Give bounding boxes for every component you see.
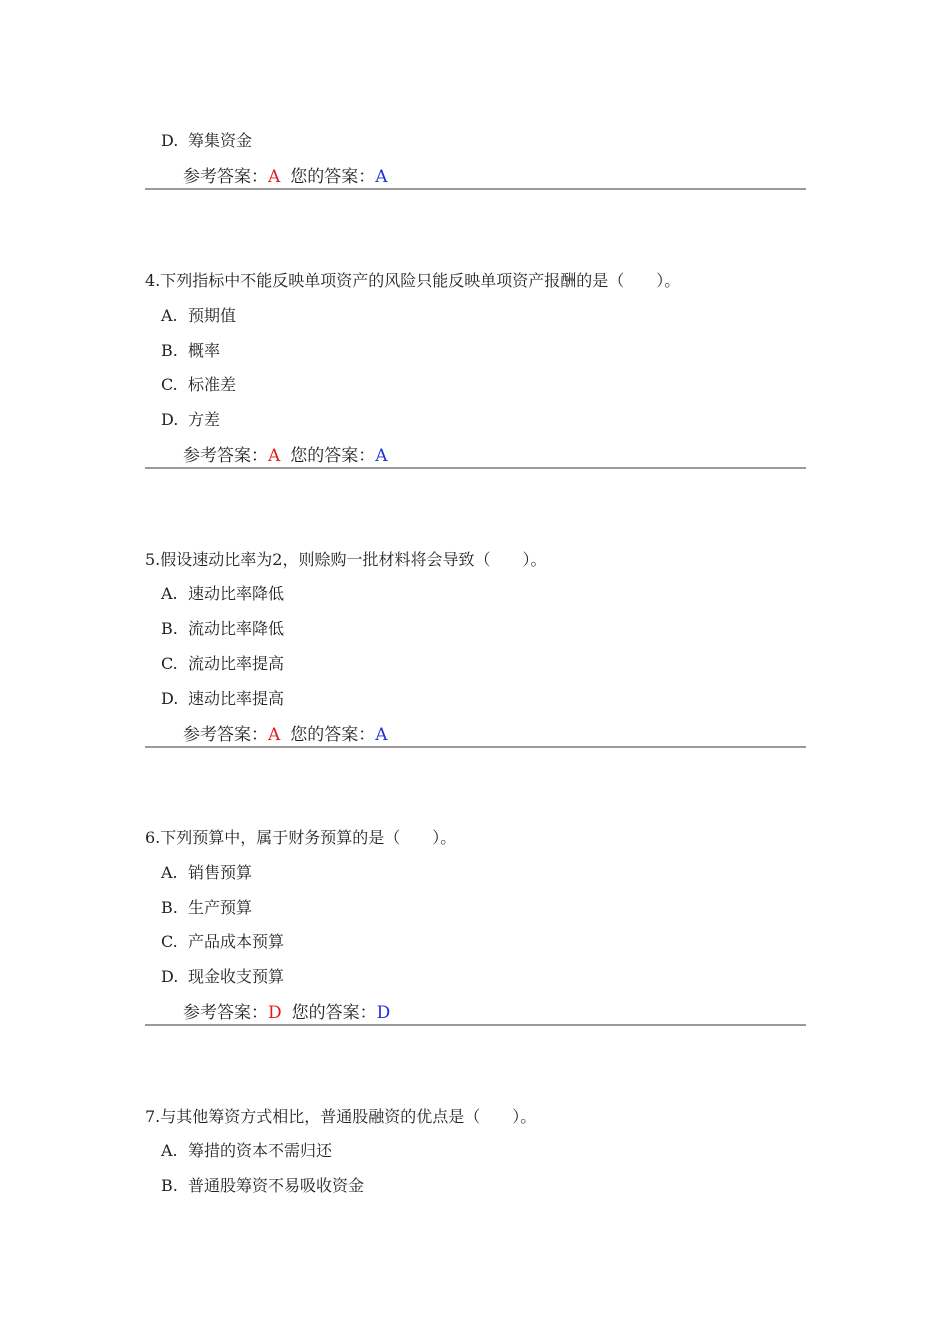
option-letter: B. <box>161 341 178 360</box>
your-answer-label: 您的答案： <box>290 167 376 187</box>
option-text: 预期值 <box>188 306 237 325</box>
option-letter: C. <box>161 375 178 394</box>
q4-title: 4.下列指标中不能反映单项资产的风险只能反映单项资产报酬的是（ ）。 <box>145 271 681 290</box>
q5-option-b <box>161 619 284 639</box>
q6-option-d <box>161 967 284 987</box>
option-text: 筹集资金 <box>188 131 253 150</box>
option-text: 标准差 <box>188 375 237 394</box>
option-letter: B. <box>161 898 178 917</box>
q4-option-c <box>161 375 236 395</box>
reference-answer-value: D <box>268 1003 282 1023</box>
option-text: 速动比率提高 <box>188 689 285 708</box>
q6-answer-line <box>183 1002 390 1024</box>
q6-option-c <box>161 932 284 952</box>
option-letter: D. <box>161 131 179 150</box>
option-text: 现金收支预算 <box>188 967 285 986</box>
reference-answer-label: 参考答案： <box>183 1003 268 1023</box>
option-text: 筹措的资本不需归还 <box>188 1141 333 1160</box>
q5-divider <box>145 746 806 748</box>
your-answer-label: 您的答案： <box>291 1003 377 1023</box>
q4-option-a <box>161 306 236 326</box>
your-answer-value: A <box>375 725 388 745</box>
option-letter: B. <box>161 1176 178 1195</box>
q5-option-a <box>161 584 284 604</box>
q3-answer-line <box>183 166 388 188</box>
q6-option-b <box>161 898 252 918</box>
q5-answer-line <box>183 724 388 746</box>
q5-option-d <box>161 689 284 709</box>
option-text: 生产预算 <box>188 898 253 917</box>
q5-title: 5.假设速动比率为2，则赊购一批材料将会导致（ ）。 <box>145 550 547 569</box>
reference-answer-label: 参考答案： <box>183 725 268 745</box>
option-letter: C. <box>161 932 178 951</box>
option-text: 流动比率提高 <box>188 654 285 673</box>
q4-answer-line <box>183 445 388 467</box>
q3-option-d <box>161 131 252 151</box>
option-letter: D. <box>161 410 179 429</box>
q6-title: 6.下列预算中，属于财务预算的是（ ）。 <box>145 828 457 847</box>
option-text: 方差 <box>188 410 221 429</box>
option-letter: C. <box>161 654 178 673</box>
reference-answer-value: A <box>268 725 281 745</box>
option-text: 速动比率降低 <box>188 584 285 603</box>
q4-option-b <box>161 341 220 361</box>
your-answer-label: 您的答案： <box>290 446 376 466</box>
reference-answer-value: A <box>268 167 281 187</box>
option-letter: D. <box>161 967 179 986</box>
your-answer-value: A <box>375 446 388 466</box>
option-letter: A. <box>161 584 178 603</box>
q7-title: 7.与其他筹资方式相比，普通股融资的优点是（ ）。 <box>145 1107 537 1126</box>
your-answer-label: 您的答案： <box>290 725 376 745</box>
q7-option-b <box>161 1176 364 1196</box>
your-answer-value: D <box>376 1003 391 1023</box>
option-text: 销售预算 <box>188 863 253 882</box>
option-letter: B. <box>161 619 178 638</box>
q6-divider <box>145 1024 806 1026</box>
q7-option-a <box>161 1141 332 1161</box>
q4-divider <box>145 467 806 469</box>
option-letter: A. <box>161 1141 178 1160</box>
reference-answer-value: A <box>268 446 281 466</box>
option-text: 流动比率降低 <box>188 619 285 638</box>
q3-divider <box>145 188 806 190</box>
your-answer-value: A <box>375 167 388 187</box>
option-letter: A. <box>161 306 178 325</box>
option-text: 概率 <box>188 341 221 360</box>
option-text: 产品成本预算 <box>188 932 285 951</box>
q6-option-a <box>161 863 252 883</box>
reference-answer-label: 参考答案： <box>183 446 268 466</box>
reference-answer-label: 参考答案： <box>183 167 268 187</box>
option-letter: A. <box>161 863 178 882</box>
q5-option-c <box>161 654 284 674</box>
q4-option-d <box>161 410 220 430</box>
option-text: 普通股筹资不易吸收资金 <box>188 1176 365 1195</box>
option-letter: D. <box>161 689 179 708</box>
